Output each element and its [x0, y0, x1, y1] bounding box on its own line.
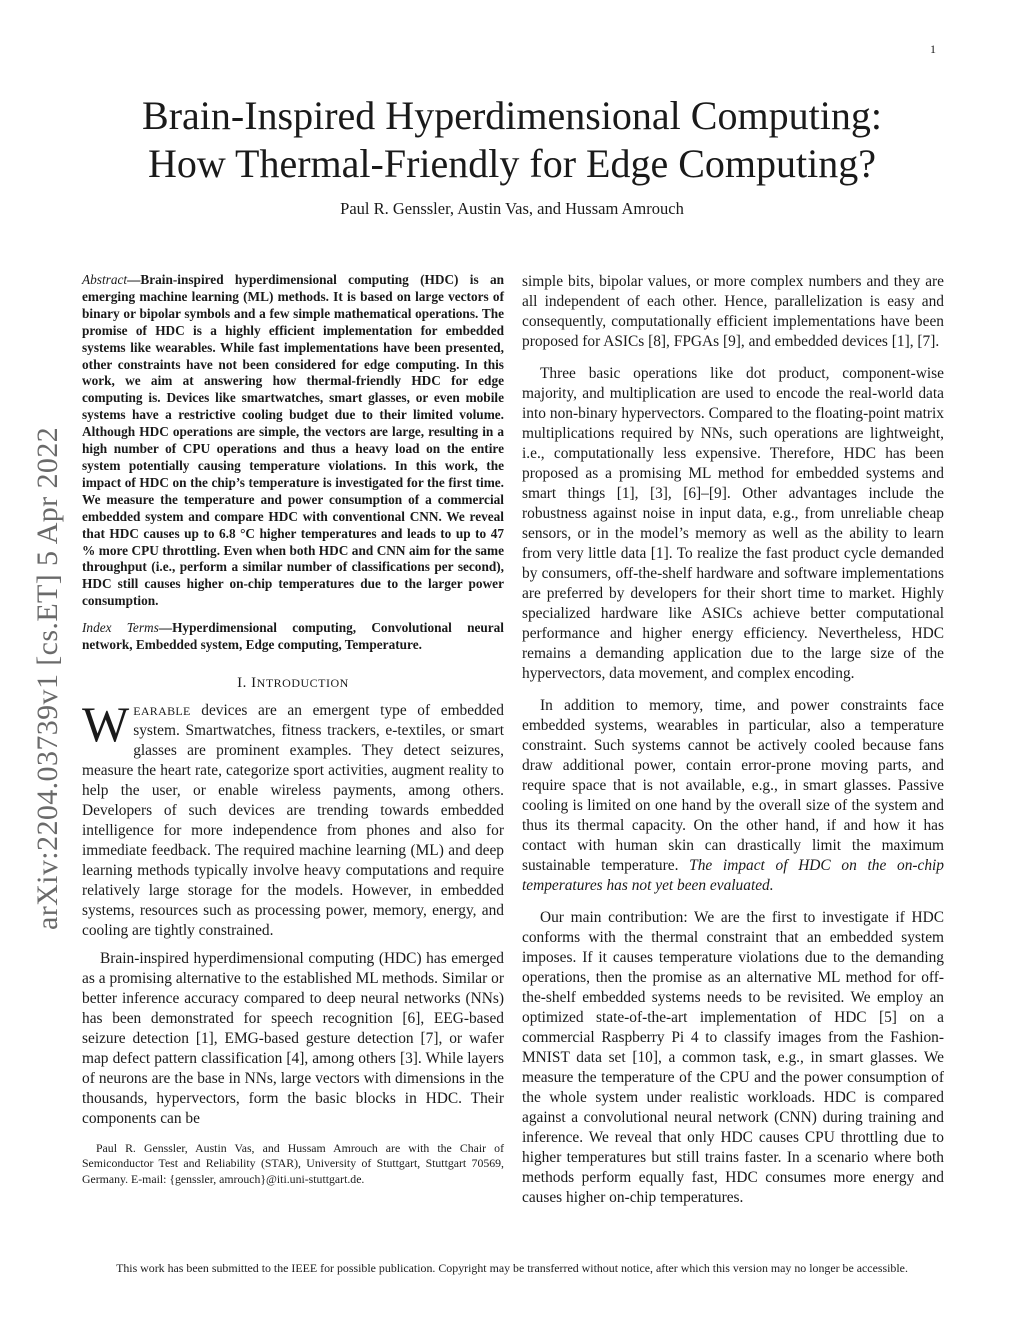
- intro-smallcaps-word: EARABLE: [133, 703, 191, 718]
- submission-notice: This work has been submitted to the IEEE for possible publication. Copyright may be transferred without notice, after which this version may no longer be accessible.: [116, 1261, 908, 1275]
- index-terms: [82, 620, 504, 654]
- right-paragraph-2: [522, 696, 944, 896]
- abstract-text: —Brain-inspired hyperdimensional computing (HDC) is an emerging machine learning (ML) methods. It is based on large vectors of binary or bipolar symbols and a few simple mathematical operations. The promise of HDC is a highly efficient implementation for embedded systems like wearables. While fast implementations have been presented, other constraints have not been considered for edge computing. In this work, we aim at answering how thermal-friendly HDC for edge computing is. Devices like smartwatches, smart glasses, or even mobile systems have a restrictive cooling budget due to their limited volume. Although HDC operations are simple, the vectors are large, resulting in a high number of CPU operations and thus a heavy load on the entire system potentially causing temperature violations. In this work, the impact of HDC on the chip’s temperature is investigated for the first time. We measure the temperature and power consumption of a commercial embedded system and compare HDC with conventional CNN. We reveal that HDC causes up to 6.8 °C higher temperatures and leads to up to 47 % more CPU throttling. Even when both HDC and CNN aim for the same throughput (i.e., perform a similar number of classifications per second), HDC still causes higher on-chip temperatures due to the larger power consumption.: [82, 272, 504, 609]
- title-line-2: How Thermal-Friendly for Edge Computing?: [147, 141, 876, 186]
- author-list: Paul R. Genssler, Austin Vas, and Hussam Amrouch: [340, 199, 684, 218]
- section-heading-introduction: [82, 673, 504, 693]
- paper-title: [60, 92, 964, 188]
- right-paragraph-2-emphasis: The impact of HDC on the on-chip temperatures has not yet been evaluated.: [522, 857, 945, 894]
- index-terms-text: —Hyperdimensional computing, Convolutional neural network, Embedded system, Edge computing, Temperature.: [82, 620, 505, 653]
- title-line-1: Brain-Inspired Hyperdimensional Computing:: [142, 93, 882, 138]
- right-paragraph-2-text: In addition to memory, time, and power constraints face embedded systems, wearables in particular, also a temperature constraint. Such systems cannot be actively cooled because fans draw additional power, contain error-prone moving parts, and require space that is not available, e.g., in smart glasses. Passive cooling is limited on one hand by the overall size of the system and thus its thermal capacity. On the other hand, if and how it has contact with human skin can drastically limit the maximum sustainable temperature.: [522, 697, 944, 874]
- author-affiliation-footnote: Paul R. Genssler, Austin Vas, and Hussam Amrouch are with the Chair of Semiconductor Test and Reliability (STAR), University of Stuttgart, Stuttgart 70569, Germany. E-mail: {genssler, amrouch}@iti.uni-stuttgart.de.: [82, 1140, 504, 1186]
- intro-paragraph-1-text: devices are an emergent type of embedded system. Smartwatches, fitness trackers, e-textiles, or smart glasses are prominent examples. They detect seizures, measure the heart rate, categorize sport activities, augment reality to help the user, or enable wireless payments, among others. Developers of such devices are trending towards embedded intelligence for more independence from phones and also for immediate feedback. The required machine learning (ML) and deep learning methods typically involve heavy computations and require relatively large storage for the models. However, in embedded systems, resources such as processing power, memory, energy, and cooling are tightly constrained.: [82, 701, 504, 939]
- section-title-rest: NTRODUCTION: [256, 675, 349, 690]
- index-terms-label: Index Terms: [82, 620, 159, 636]
- section-title-initial: I: [251, 674, 257, 691]
- right-paragraph-3: Our main contribution: We are the first to investigate if HDC conforms with the thermal constraint that an embedded system imposes. If it causes temperature violations due to the demanding operations, then the promise as an alternative ML method for off-the-shelf embedded systems needs to be revisited. We employ an optimized state-of-the-art implementation of HDC [5] on a commercial Raspberry Pi 4 to classify images from the Fashion-MNIST data set [10], a common task, e.g., in smart glasses. We measure the temperature of the CPU and the power consumption of the whole system under realistic workloads. HDC is compared against a convolutional neural network (CNN) during training and inference. We reveal that only HDC causes CPU throttling due to higher temperatures but still trains faster. In a scenario where both methods perform equally fast, HDC consumes more energy and causes higher on-chip temperatures.: [522, 909, 944, 1206]
- abstract: [82, 272, 504, 610]
- page-number: 1: [930, 42, 936, 56]
- right-paragraph-1: Three basic operations like dot product, component-wise majority, and multiplication are used to encode the real-world data into non-binary hypervectors. Compared to the floating-point matrix multiplications required by NNs, such operations are lightweight, i.e., computationally less expensive. Therefore, HDC has been proposed as a promising ML method for embedded systems and smart things [1], [3], [6]–[9]. Other advantages include the robustness against noise in input data, e.g., from unreliable cheap sensors, or in the model’s memory as well as the ability to learn from very little data [1]. To realize the fast product cycle demanded by consumers, off-the-shelf hardware and software implementations are preferred by developers for their short time to market. Highly specialized hardware like ASICs achieve better computational performance and higher energy efficiency. Nevertheless, HDC remains a demanding application due to the large size of the hypervectors, data movement, and complex encoding.: [522, 365, 944, 682]
- intro-paragraph-2: Brain-inspired hyperdimensional computing (HDC) has emerged as a promising alternative to the established ML methods. Similar or better inference accuracy compared to deep neural networks (NNs) has been demonstrated for speech recognition [6], EEG-based seizure detection [1], EMG-based gesture detection [7], or wafer map defect pattern classification [4], among others [3]. While layers of neurons are the base in NNs, large vectors with dimensions in the thousands, hypervectors, form the basic blocks in HDC. Their components can be: [82, 949, 504, 1127]
- arxiv-identifier: arXiv:2204.03739v1 [cs.ET] 5 Apr 2022: [31, 426, 64, 930]
- abstract-label: Abstract: [82, 272, 128, 287]
- left-column: [82, 272, 504, 1187]
- intro-paragraph-1: [82, 695, 504, 941]
- drop-cap: W: [82, 695, 130, 752]
- section-numeral: I.: [237, 674, 252, 691]
- right-paragraph-0: simple bits, bipolar values, or more complex numbers and they are all independent of each other. Hence, parallelization is easy and consequently, computationally efficient implementations have been proposed for ASICs [8], FPGAs [9], and embedded devices [1], [7].: [522, 273, 944, 350]
- right-column: [522, 272, 944, 1208]
